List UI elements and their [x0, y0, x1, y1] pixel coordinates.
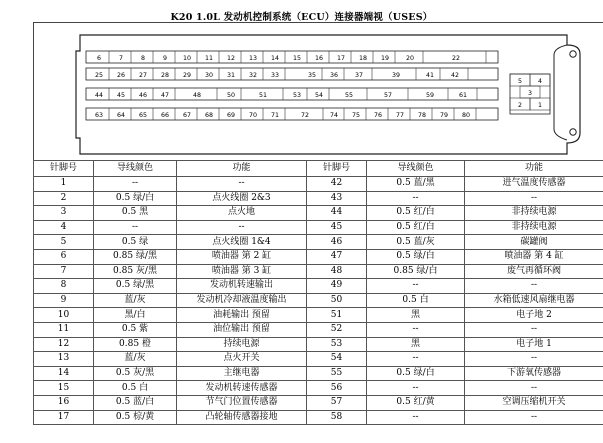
- pin-no-right: 54: [307, 352, 367, 367]
- pin-label: 75: [351, 112, 361, 119]
- wire-color-right: 0.5 红/白: [367, 220, 465, 235]
- function-left: 喷油器 第 2 缸: [177, 249, 307, 264]
- function-right: 非持续电源: [465, 220, 603, 235]
- table-row: [34, 322, 603, 337]
- pin-label: 71: [270, 112, 280, 119]
- pin-label: 69: [226, 112, 236, 119]
- pin-function-table: [33, 160, 603, 425]
- wire-color-left: 0.5 蓝/白: [94, 395, 177, 410]
- wire-color-right: --: [367, 322, 465, 337]
- pin-label: 77: [395, 112, 405, 119]
- pin-label: 44: [94, 92, 104, 99]
- pin-label: 50: [226, 92, 236, 99]
- small-pin-label: 1: [537, 102, 543, 109]
- function-left: 主继电器: [177, 366, 307, 381]
- pin-no-left: 2: [34, 191, 94, 206]
- pin-label: 66: [160, 112, 170, 119]
- pin-no-right: 56: [307, 381, 367, 396]
- wire-color-left: 0.5 黑: [94, 206, 177, 221]
- function-right: 水箱低速风扇继电器: [465, 293, 603, 308]
- function-left: 发动机冷却液温度输出: [177, 293, 307, 308]
- function-left: --: [177, 177, 307, 192]
- pin-label: 63: [94, 112, 104, 119]
- pin-label: 25: [94, 72, 104, 79]
- connector-latch: [554, 45, 567, 140]
- pin-no-right: 53: [307, 337, 367, 352]
- table-row: [34, 308, 603, 323]
- function-left: 发动机转速输出: [177, 279, 307, 294]
- wire-color-left: --: [94, 220, 177, 235]
- pin-no-right: 49: [307, 279, 367, 294]
- pin-no-left: 4: [34, 220, 94, 235]
- pin-no-right: 55: [307, 366, 367, 381]
- wire-color-left: 0.5 绿: [94, 235, 177, 250]
- small-pin-label: 4: [537, 78, 543, 85]
- table-row: [34, 381, 603, 396]
- pin-label: 45: [116, 92, 126, 99]
- wire-color-right: --: [367, 410, 465, 425]
- wire-color-right: --: [367, 381, 465, 396]
- table-row: [34, 191, 603, 206]
- pin-label: 7: [118, 55, 124, 62]
- wire-color-right: 0.5 绿/白: [367, 249, 465, 264]
- pin-no-right: 42: [307, 177, 367, 192]
- function-left: 点火线圈 1&4: [177, 235, 307, 250]
- function-left: --: [177, 220, 307, 235]
- wire-color-right: 0.5 白: [367, 293, 465, 308]
- table-row: [34, 352, 603, 367]
- table-row: [34, 337, 603, 352]
- pin-label: 15: [292, 55, 302, 62]
- pin-label: 16: [314, 55, 324, 62]
- header-wire-color-right: 导线颜色: [367, 161, 465, 177]
- pin-label: 27: [138, 72, 148, 79]
- function-right: 碳罐阀: [465, 235, 603, 250]
- function-right: --: [465, 279, 603, 294]
- pin-label: 8: [140, 55, 146, 62]
- pin-no-left: 14: [34, 366, 94, 381]
- pin-no-right: 46: [307, 235, 367, 250]
- wire-color-right: 0.5 蓝/灰: [367, 235, 465, 250]
- mounting-hole-bottom: [570, 129, 576, 135]
- pin-label: 18: [358, 55, 368, 62]
- pin-no-left: 5: [34, 235, 94, 250]
- pin-label: 46: [138, 92, 148, 99]
- pin-label: 51: [258, 92, 268, 99]
- small-pin-label: 5: [517, 78, 523, 85]
- connector-housing: [76, 35, 580, 154]
- pin-label: 79: [439, 112, 449, 119]
- pin-label: 64: [116, 112, 126, 119]
- wire-color-left: 黑/白: [94, 308, 177, 323]
- pin-label: 37: [354, 72, 364, 79]
- pin-label: 29: [182, 72, 192, 79]
- function-right: --: [465, 381, 603, 396]
- wire-color-right: 0.85 绿/白: [367, 264, 465, 279]
- header-pin-no-left: 针脚号: [34, 161, 94, 177]
- function-left: 油耗输出 预留: [177, 308, 307, 323]
- function-left: 点火开关: [177, 352, 307, 367]
- pin-no-left: 3: [34, 206, 94, 221]
- wire-color-right: --: [367, 279, 465, 294]
- wire-color-right: 0.5 蓝/黑: [367, 177, 465, 192]
- function-left: 持续电源: [177, 337, 307, 352]
- function-left: 点火地: [177, 206, 307, 221]
- pin-label: 35: [307, 72, 317, 79]
- wire-color-left: 0.5 白: [94, 381, 177, 396]
- function-left: 油位输出 预留: [177, 322, 307, 337]
- wire-color-right: 黑: [367, 308, 465, 323]
- pin-no-right: 51: [307, 308, 367, 323]
- pin-label: 68: [204, 112, 214, 119]
- function-right: 进气温度传感器: [465, 177, 603, 192]
- pin-label: 78: [417, 112, 427, 119]
- table-row: [34, 235, 603, 250]
- pin-no-left: 16: [34, 395, 94, 410]
- wire-color-left: 0.5 棕/黄: [94, 410, 177, 425]
- connector-pins: [86, 51, 498, 120]
- pin-label: 14: [270, 55, 280, 62]
- wire-color-right: 0.5 红/白: [367, 206, 465, 221]
- connector-small-block: [510, 74, 550, 114]
- table-row: [34, 293, 603, 308]
- table-row: [34, 177, 603, 192]
- pin-label: 20: [405, 55, 415, 62]
- pin-row-4: [86, 108, 498, 120]
- function-right: --: [465, 191, 603, 206]
- pin-label: 26: [116, 72, 126, 79]
- function-left: 节气门位置传感器: [177, 395, 307, 410]
- pin-no-left: 8: [34, 279, 94, 294]
- pin-no-left: 6: [34, 249, 94, 264]
- wire-color-left: 0.85 绿/黑: [94, 249, 177, 264]
- wire-color-left: --: [94, 177, 177, 192]
- table-row: [34, 279, 603, 294]
- pin-label: 17: [336, 55, 346, 62]
- pin-no-left: 15: [34, 381, 94, 396]
- pin-label: 70: [248, 112, 258, 119]
- pin-label: 76: [373, 112, 383, 119]
- connector-diagram-frame: [33, 22, 603, 160]
- pin-label: 32: [248, 72, 258, 79]
- small-pin-label: 3: [527, 90, 533, 97]
- wire-color-right: --: [367, 191, 465, 206]
- table-header-row: [34, 161, 603, 177]
- wire-color-right: 黑: [367, 337, 465, 352]
- pin-label: 36: [329, 72, 339, 79]
- function-left: 喷油器 第 3 缸: [177, 264, 307, 279]
- pin-label: 47: [160, 92, 170, 99]
- pin-label: 67: [182, 112, 192, 119]
- pin-label: 11: [204, 55, 214, 62]
- pin-label: 42: [450, 72, 460, 79]
- pin-no-left: 11: [34, 322, 94, 337]
- table-row: [34, 264, 603, 279]
- mounting-hole-top: [570, 51, 576, 57]
- wire-color-right: 0.5 绿/白: [367, 366, 465, 381]
- pin-label: 22: [451, 55, 461, 62]
- ecu-connector-diagram: [34, 23, 603, 161]
- pin-no-right: 47: [307, 249, 367, 264]
- pin-label: 54: [314, 92, 324, 99]
- pin-no-right: 44: [307, 206, 367, 221]
- wire-color-left: 蓝/灰: [94, 352, 177, 367]
- wire-color-right: 0.5 红/黄: [367, 395, 465, 410]
- wire-color-left: 0.85 灰/黑: [94, 264, 177, 279]
- pin-label: 59: [425, 92, 435, 99]
- pin-label: 19: [380, 55, 390, 62]
- function-right: --: [465, 352, 603, 367]
- function-right: 电子地 2: [465, 308, 603, 323]
- function-right: --: [465, 322, 603, 337]
- pin-no-left: 17: [34, 410, 94, 425]
- function-right: 空调压缩机开关: [465, 395, 603, 410]
- function-right: 电子地 1: [465, 337, 603, 352]
- pin-label: 72: [300, 112, 310, 119]
- pin-label: 13: [248, 55, 258, 62]
- function-left: 点火线圈 2&3: [177, 191, 307, 206]
- pin-no-right: 50: [307, 293, 367, 308]
- pin-label: 55: [344, 92, 354, 99]
- wire-color-left: 0.5 灰/黑: [94, 366, 177, 381]
- small-pin-label: 2: [517, 102, 523, 109]
- table-row: [34, 366, 603, 381]
- function-left: 发动机转速传感器: [177, 381, 307, 396]
- wire-color-left: 0.5 绿/黑: [94, 279, 177, 294]
- pin-label: 80: [461, 112, 471, 119]
- header-pin-no-right: 针脚号: [307, 161, 367, 177]
- pin-label: 9: [162, 55, 168, 62]
- pin-label: 39: [391, 72, 401, 79]
- pin-label: 41: [425, 72, 435, 79]
- pin-label: 53: [292, 92, 302, 99]
- pin-no-right: 52: [307, 322, 367, 337]
- function-right: 下游氧传感器: [465, 366, 603, 381]
- pin-no-left: 9: [34, 293, 94, 308]
- wire-color-left: 0.5 绿/白: [94, 191, 177, 206]
- pin-no-right: 45: [307, 220, 367, 235]
- header-wire-color-left: 导线颜色: [94, 161, 177, 177]
- pin-label: 33: [270, 72, 280, 79]
- pin-no-left: 13: [34, 352, 94, 367]
- function-right: 喷油器 第 4 缸: [465, 249, 603, 264]
- function-right: 废气再循环阀: [465, 264, 603, 279]
- table-row: [34, 249, 603, 264]
- pin-no-left: 12: [34, 337, 94, 352]
- pin-no-right: 58: [307, 410, 367, 425]
- pin-label: 6: [96, 55, 102, 62]
- pin-no-left: 10: [34, 308, 94, 323]
- pin-no-left: 7: [34, 264, 94, 279]
- table-row: [34, 395, 603, 410]
- pin-label: 65: [138, 112, 148, 119]
- pin-label: 12: [226, 55, 236, 62]
- pin-no-left: 1: [34, 177, 94, 192]
- pin-label: 61: [458, 92, 468, 99]
- wire-color-right: --: [367, 352, 465, 367]
- function-right: 非持续电源: [465, 206, 603, 221]
- table-row: [34, 206, 603, 221]
- wire-color-left: 蓝/灰: [94, 293, 177, 308]
- wire-color-left: 0.5 紫: [94, 322, 177, 337]
- pin-no-right: 57: [307, 395, 367, 410]
- pin-label: 57: [383, 92, 393, 99]
- pin-label: 31: [226, 72, 236, 79]
- wire-color-left: 0.85 橙: [94, 337, 177, 352]
- header-function-right: 功能: [465, 161, 603, 177]
- pin-label: 48: [192, 92, 202, 99]
- page-title: K20 1.0L 发动机控制系统（ECU）连接器端视（USES）: [170, 12, 433, 23]
- header-function-left: 功能: [177, 161, 307, 177]
- function-left: 凸轮轴传感器接地: [177, 410, 307, 425]
- table-row: [34, 220, 603, 235]
- pin-no-right: 48: [307, 264, 367, 279]
- pin-label: 74: [329, 112, 339, 119]
- function-right: --: [465, 410, 603, 425]
- pin-label: 30: [204, 72, 214, 79]
- table-row: [34, 410, 603, 425]
- pin-label: 28: [160, 72, 170, 79]
- pin-no-right: 43: [307, 191, 367, 206]
- pin-row-2: [86, 68, 498, 80]
- pin-label: 10: [182, 55, 192, 62]
